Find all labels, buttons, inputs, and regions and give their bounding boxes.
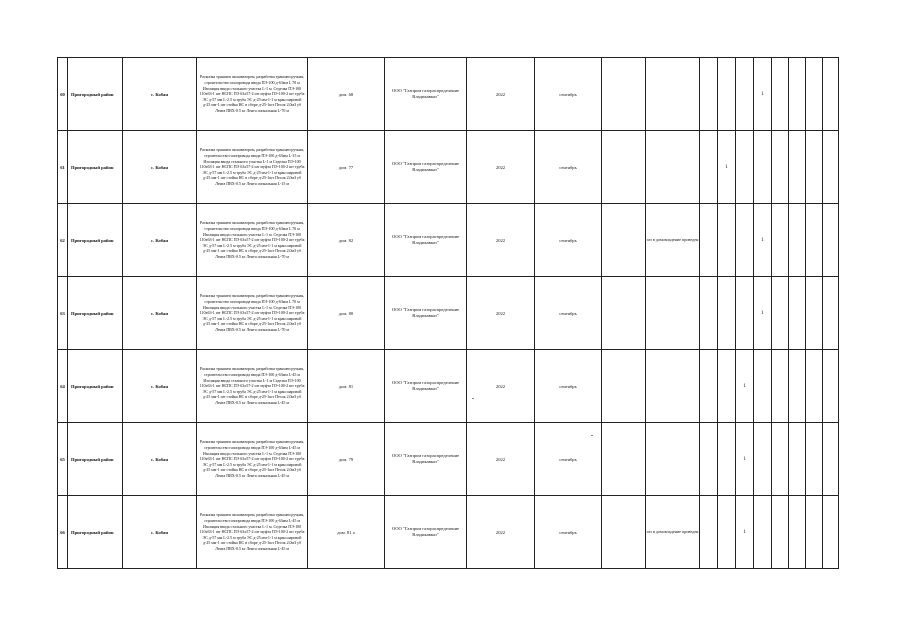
empty-cell	[789, 58, 806, 131]
district-cell: Пригородный район	[68, 58, 123, 131]
house-number-cell: дом. 68	[308, 58, 385, 131]
year-cell: 2022	[467, 204, 535, 277]
work-description-cell: Раскопка траншеи экскаватором, разработка траншеи ручная, строительство газопровода ввода ПЭ-100 д-63мм L 70 м Изоляция ввода стального участка L-1 м. Седелка ПЭ-100 110х63-1 шт НСПС ПЭ 63х57-2 шт муфта ПЭ-100-2 шт труба ЭС д-57 мм L-2.5 м труба ЭС д-25 мм-1-1 м кран шаровой д-25 мм-1 шт стойка НС в сборе д-25-1шт Песок 2,0м3 уб Лента ПВХ-0.5 кг Лента сигнальная L-70 м	[197, 58, 308, 131]
row-number: 66	[58, 496, 68, 569]
empty-cell	[772, 58, 789, 131]
month-cell: сентябрь	[535, 350, 602, 423]
empty-cell	[602, 58, 646, 131]
empty-cell	[823, 131, 839, 204]
mark-cell: 1	[736, 423, 754, 496]
empty-cell	[806, 58, 823, 131]
table-row	[58, 58, 839, 131]
empty-cell	[823, 496, 839, 569]
empty-cell	[806, 350, 823, 423]
empty-cell	[772, 423, 789, 496]
empty-cell	[736, 58, 754, 131]
work-description-cell: Раскопка траншеи экскаватором, разработка траншеи ручная, строительство газопровода ввода ПЭ-100 д-63мм L 70 м Изоляция ввода стального участка L-1 м. Седелка ПЭ-100 110х63-1 шт НСПС ПЭ 63х57-2 шт муфта ПЭ-100-2 шт труба ЭС д-57 мм L-2.5 м труба ЭС д-25 мм-1-1 м кран шаровой д-25 мм-1 шт стойка НС в сборе д-25-1шт Песок 2,0м3 уб Лента ПВХ-0.5 кг Лента сигнальная L-70 м	[197, 277, 308, 350]
note-cell	[646, 58, 700, 131]
mark-cell: 1	[718, 131, 736, 204]
empty-cell	[754, 496, 772, 569]
empty-cell	[823, 277, 839, 350]
house-number-cell: дом. 79	[308, 423, 385, 496]
empty-cell	[789, 131, 806, 204]
row-number: 62	[58, 204, 68, 277]
note-cell: газ в домовладение проведен	[646, 496, 700, 569]
empty-cell	[789, 204, 806, 277]
table-body	[58, 58, 839, 569]
year-cell: 2022	[467, 277, 535, 350]
empty-cell	[736, 131, 754, 204]
district-cell: Пригородный район	[68, 277, 123, 350]
empty-cell	[700, 350, 718, 423]
empty-cell	[700, 131, 718, 204]
empty-cell	[602, 131, 646, 204]
empty-cell	[718, 496, 736, 569]
empty-cell	[736, 277, 754, 350]
contractor-cell: ООО "Газпром газораспределение Владикавказ"	[385, 58, 467, 131]
month-cell: сентябрь	[535, 131, 602, 204]
year-cell: 2022	[467, 131, 535, 204]
work-description-cell: Раскопка траншеи экскаватором, разработка траншеи ручная, строительство газопровода ввода ПЭ-100 д-63мм L-45 м Изоляция ввода стального участка L-1 м. Седелка ПЭ-100 110х63-1 шт НСПС ПЭ 63х57-2 шт муфта ПЭ-100-2 шт труба ЭС д-57 мм L-2.5 м труба ЭС д-25 мм-1-1 м кран шаровой д-25 мм-1 шт стойка НС в сборе д-25-1шт Песок 2,0м3 уб Лента ПВХ-0.5 кг Лента сигнальная L-45 м	[197, 423, 308, 496]
month-cell: сентябрь	[535, 277, 602, 350]
empty-cell	[700, 423, 718, 496]
mark-cell: 1	[754, 58, 772, 131]
row-number: 63	[58, 277, 68, 350]
empty-cell	[823, 204, 839, 277]
district-cell: Пригородный район	[68, 496, 123, 569]
empty-cell	[789, 423, 806, 496]
empty-cell	[700, 496, 718, 569]
mark-cell: 1	[736, 496, 754, 569]
note-cell: газ в домовладение проведен	[646, 204, 700, 277]
gasification-table	[57, 57, 839, 569]
contractor-cell: ООО "Газпром газораспределение Владикавказ"	[385, 496, 467, 569]
month-cell: сентябрь	[535, 423, 602, 496]
empty-cell	[602, 204, 646, 277]
house-number-cell: дом. 81 а	[308, 496, 385, 569]
empty-cell	[718, 277, 736, 350]
mark-cell: 1	[754, 277, 772, 350]
contractor-cell: ООО "Газпром газораспределение Владикавказ"	[385, 423, 467, 496]
empty-cell	[789, 277, 806, 350]
month-cell: сентябрь	[535, 496, 602, 569]
contractor-cell: ООО "Газпром газораспределение Владикавказ"	[385, 204, 467, 277]
empty-cell	[823, 58, 839, 131]
house-number-cell: дом. 80	[308, 277, 385, 350]
month-cell: сентябрь	[535, 58, 602, 131]
empty-cell	[772, 204, 789, 277]
district-cell: Пригородный район	[68, 350, 123, 423]
empty-cell	[789, 350, 806, 423]
empty-cell	[602, 496, 646, 569]
empty-cell	[823, 350, 839, 423]
empty-cell	[789, 496, 806, 569]
village-cell: с. Кобан	[123, 350, 197, 423]
empty-cell	[806, 131, 823, 204]
empty-cell	[736, 204, 754, 277]
row-number: 61	[58, 131, 68, 204]
village-cell: с. Кобан	[123, 277, 197, 350]
empty-cell	[806, 496, 823, 569]
year-cell: 2022	[467, 496, 535, 569]
note-cell	[646, 350, 700, 423]
table-row	[58, 277, 839, 350]
house-number-cell: дом. 77	[308, 131, 385, 204]
village-cell: с. Кобан	[123, 423, 197, 496]
work-description-cell: Раскопка траншеи экскаватором, разработка траншеи ручная, строительство газопровода ввода ПЭ-100 д-63мм L-45 м Изоляция ввода стального участка L-1 м Седелка ПЭ-100 110х63-1 шт НСПС ПЭ 63х57-2 шт муфта ПЭ-100-2 шт труба ЭС д-57 мм L-2.5 м труба ЭС д-25 мм-1-1 м кран шаровой д-25 мм-1 шт стойка НС в сборе д-25-1шт Песок 2,0м3 уб Лента ПВХ-0.5 кг Лента сигнальная L-45 м	[197, 350, 308, 423]
contractor-cell: ООО "Газпром газораспределение Владикавказ"	[385, 350, 467, 423]
house-number-cell: дом. 82	[308, 204, 385, 277]
empty-cell	[772, 277, 789, 350]
note-cell	[646, 277, 700, 350]
village-cell: с. Кобан	[123, 496, 197, 569]
mark-cell: 1	[754, 204, 772, 277]
contractor-cell: ООО "Газпром газораспределение Владикавказ"	[385, 277, 467, 350]
empty-cell	[718, 350, 736, 423]
empty-cell	[772, 496, 789, 569]
year-cell: 2022	[467, 58, 535, 131]
empty-cell	[602, 350, 646, 423]
year-cell: 2022	[467, 423, 535, 496]
empty-cell	[823, 423, 839, 496]
scan-speck	[591, 435, 593, 436]
village-cell: с. Кобан	[123, 58, 197, 131]
empty-cell	[718, 423, 736, 496]
district-cell: Пригородный район	[68, 204, 123, 277]
empty-cell	[754, 423, 772, 496]
empty-cell	[602, 423, 646, 496]
contractor-cell: ООО "Газпром газораспределение Владикавказ"	[385, 131, 467, 204]
row-number: 65	[58, 423, 68, 496]
empty-cell	[754, 350, 772, 423]
table-row	[58, 496, 839, 569]
work-description-cell: Раскопка траншеи экскаватором, разработка траншеи ручная, строительство газопровода ввода ПЭ-100 д-63мм L 70 м Изоляция ввода стального участка L-1 м. Седелка ПЭ-100 110х63-1 шт НСПС ПЭ 63х57-2 шт муфта ПЭ-100-2 шт труба ЭС д-57 мм L-2.5 м труба ЭС д-25 мм-1-1 м кран шаровой д-25 мм-1 шт стойка НС в сборе д-25-1шт Песок 2,0м3 уб Лента ПВХ-0.5 кг Лента сигнальная L-70 м	[197, 204, 308, 277]
house-number-cell: дом. 81	[308, 350, 385, 423]
year-cell: 2022	[467, 350, 535, 423]
empty-cell	[772, 350, 789, 423]
empty-cell	[718, 204, 736, 277]
table-row	[58, 131, 839, 204]
scan-speck	[472, 398, 474, 399]
empty-cell	[754, 131, 772, 204]
empty-cell	[602, 277, 646, 350]
row-number: 64	[58, 350, 68, 423]
work-description-cell: Раскопка траншеи экскаватором, разработка траншеи ручная, строительство газопровода ввода ПЭ-100 д-63мм L-15 м Изоляция ввода стального участка L-1 м Седелка ПЭ-100 110х63-1 шт НСПС ПЭ 63х57-2 шт муфта ПЭ-100-2 шт труба ЭС д-57 мм L-2.5 м труба ЭС д-25 мм-1-1 м кран шаровой д-25 мм-1 шт стойка НС в сборе д-25-1шт Песок 2,0м3 уб Лента ПВХ-0.5 кг Лента сигнальная L-15 м	[197, 131, 308, 204]
work-description-cell: Раскопка траншеи экскаватором, разработка траншеи ручная, строительство газопровода ввода ПЭ-100 д-63мм L-45 м Изоляция ввода стального участка L-1 м. Седелка ПЭ-100 110х63-1 шт НСПС ПЭ 63х57-2 шт муфта ПЭ-100-2 шт труба ЭС д-57 мм L-2.5 м труба ЭС д-25 мм-1-1 м кран шаровой д-25 мм-1 шт стойка НС в сборе д-25-1шт Песок 2,0м3 уб Лента ПВХ-0.5 кг Лента сигнальная L-45 м	[197, 496, 308, 569]
table-row	[58, 350, 839, 423]
district-cell: Пригородный район	[68, 131, 123, 204]
mark-cell: 1	[736, 350, 754, 423]
month-cell: сентябрь	[535, 204, 602, 277]
empty-cell	[700, 277, 718, 350]
note-cell	[646, 423, 700, 496]
row-number: 60	[58, 58, 68, 131]
empty-cell	[700, 58, 718, 131]
empty-cell	[806, 423, 823, 496]
village-cell: с. Кобан	[123, 204, 197, 277]
empty-cell	[806, 204, 823, 277]
empty-cell	[806, 277, 823, 350]
note-cell	[646, 131, 700, 204]
table-row	[58, 423, 839, 496]
district-cell: Пригородный район	[68, 423, 123, 496]
empty-cell	[718, 58, 736, 131]
empty-cell	[700, 204, 718, 277]
empty-cell	[772, 131, 789, 204]
table-row	[58, 204, 839, 277]
village-cell: с. Кобан	[123, 131, 197, 204]
